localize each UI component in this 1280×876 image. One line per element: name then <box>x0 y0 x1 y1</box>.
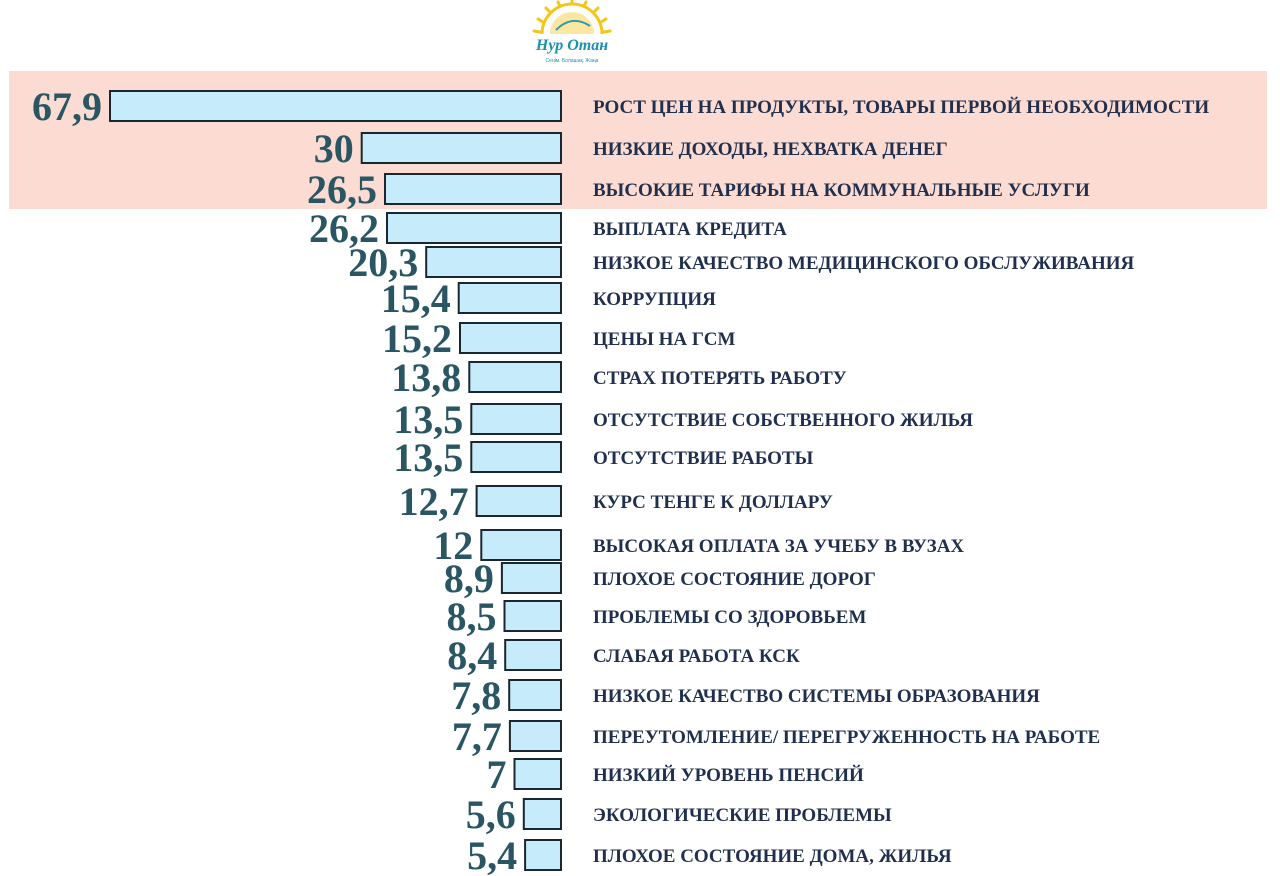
category-label: НИЗКОЕ КАЧЕСТВО СИСТЕМЫ ОБРАЗОВАНИЯ <box>593 686 1040 707</box>
value-label: 30 <box>313 126 354 171</box>
value-label: 7 <box>486 752 507 797</box>
category-label: ВЫПЛАТА КРЕДИТА <box>593 219 787 240</box>
category-label: ПЛОХОЕ СОСТОЯНИЕ ДОРОГ <box>593 569 876 590</box>
bar <box>525 840 561 870</box>
value-label: 15,2 <box>382 316 452 361</box>
bar <box>505 640 561 670</box>
value-label: 20,3 <box>348 240 419 285</box>
category-label: ОТСУТСТВИЕ РАБОТЫ <box>593 448 814 469</box>
bar <box>502 563 561 593</box>
bar <box>524 799 561 829</box>
bar <box>426 247 561 277</box>
bar <box>362 133 561 163</box>
logo-tagline: Сенім. Болашақ. Жаңа <box>545 58 599 64</box>
value-label: 5,6 <box>465 792 516 837</box>
category-label: РОСТ ЦЕН НА ПРОДУКТЫ, ТОВАРЫ ПЕРВОЙ НЕОБХОДИМОСТИ <box>593 97 1210 118</box>
value-label: 7,7 <box>451 714 502 759</box>
value-label: 13,5 <box>393 397 464 442</box>
value-label: 12,7 <box>398 479 469 524</box>
category-label: НИЗКИЕ ДОХОДЫ, НЕХВАТКА ДЕНЕГ <box>593 139 948 160</box>
bar <box>385 174 561 204</box>
value-label: 8,5 <box>446 594 497 639</box>
category-label: ПРОБЛЕМЫ СО ЗДОРОВЬЕМ <box>593 607 867 628</box>
bar <box>471 442 561 472</box>
value-label: 26,5 <box>307 167 377 212</box>
bar <box>460 323 561 353</box>
category-label: КУРС ТЕНГЕ К ДОЛЛАРУ <box>593 492 833 513</box>
value-label: 5,4 <box>467 833 518 876</box>
category-label: СТРАХ ПОТЕРЯТЬ РАБОТУ <box>593 368 847 389</box>
value-label: 7,8 <box>451 673 502 718</box>
category-label: ПЕРЕУТОМЛЕНИЕ/ ПЕРЕГРУЖЕННОСТЬ НА РАБОТЕ <box>593 727 1101 748</box>
value-label: 15,4 <box>380 276 451 321</box>
category-label: ВЫСОКИЕ ТАРИФЫ НА КОММУНАЛЬНЫЕ УСЛУГИ <box>593 180 1090 201</box>
value-label: 8,9 <box>443 556 494 601</box>
bar <box>469 362 561 392</box>
category-label: ПЛОХОЕ СОСТОЯНИЕ ДОМА, ЖИЛЬЯ <box>593 846 952 867</box>
bar <box>471 404 561 434</box>
value-label: 67,9 <box>32 84 102 129</box>
bar <box>387 213 561 243</box>
bar <box>505 601 562 631</box>
category-label: НИЗКОЕ КАЧЕСТВО МЕДИЦИНСКОГО ОБСЛУЖИВАНИЯ <box>593 253 1135 274</box>
category-label: НИЗКИЙ УРОВЕНЬ ПЕНСИЙ <box>593 765 864 786</box>
bar <box>110 91 561 121</box>
value-label: 13,5 <box>393 435 464 480</box>
value-label: 26,2 <box>309 206 379 251</box>
category-label: КОРРУПЦИЯ <box>593 289 716 310</box>
category-label: ЦЕНЫ НА ГСМ <box>593 329 736 350</box>
category-label: ОТСУТСТВИЕ СОБСТВЕННОГО ЖИЛЬЯ <box>593 410 973 431</box>
logo-brand-text: Нур Отан <box>535 37 609 54</box>
category-label: СЛАБАЯ РАБОТА КСК <box>593 646 800 667</box>
value-label: 12 <box>433 523 474 568</box>
value-label: 13,8 <box>391 355 462 400</box>
bar <box>509 680 561 710</box>
value-label: 8,4 <box>447 633 498 678</box>
bar <box>510 721 561 751</box>
bar <box>459 283 561 313</box>
bar <box>515 759 562 789</box>
category-label: ВЫСОКАЯ ОПЛАТА ЗА УЧЕБУ В ВУЗАХ <box>593 536 965 557</box>
category-label: ЭКОЛОГИЧЕСКИЕ ПРОБЛЕМЫ <box>593 805 892 826</box>
bar <box>477 486 561 516</box>
